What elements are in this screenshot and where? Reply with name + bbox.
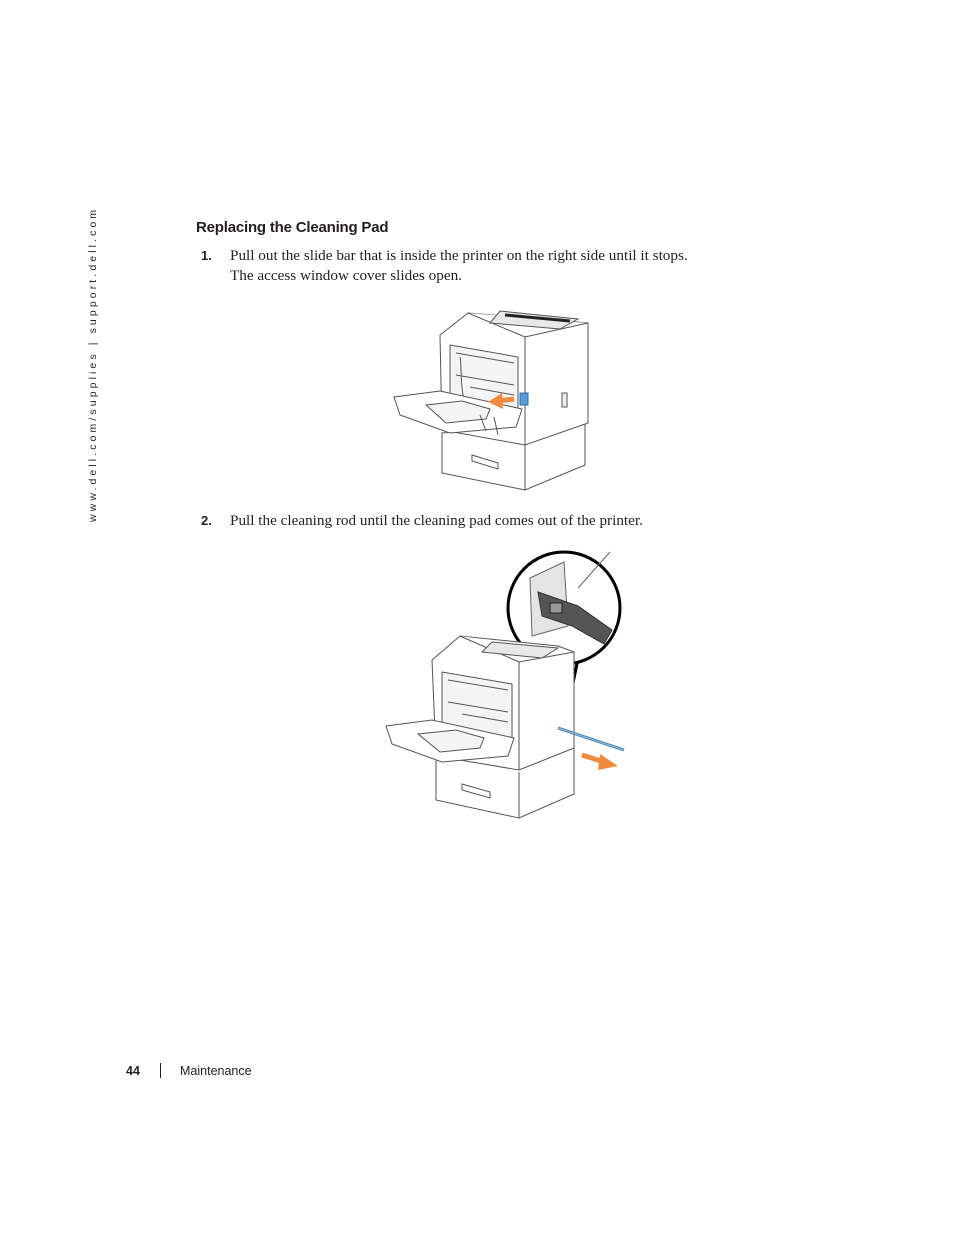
section-heading: Replacing the Cleaning Pad <box>196 219 389 236</box>
side-url-text: www.dell.com/supplies | support.dell.com <box>87 206 99 522</box>
printer-slide-bar-illustration <box>390 305 595 495</box>
page-number: 44 <box>126 1064 140 1078</box>
side-url <box>83 206 103 522</box>
footer-section: Maintenance <box>180 1064 252 1078</box>
step-number: 2. <box>201 513 212 528</box>
step-text-continued: The access window cover slides open. <box>230 267 462 284</box>
step-text: Pull the cleaning rod until the cleaning pad comes out of the printer. <box>230 512 643 529</box>
slide-bar <box>520 393 528 405</box>
footer-divider <box>160 1063 161 1078</box>
step-number: 1. <box>201 248 212 263</box>
cleaning-rod-illustration <box>382 548 632 823</box>
step-text: Pull out the slide bar that is inside the printer on the right side until it stops. <box>230 247 688 264</box>
pull-arrow-icon <box>582 754 618 770</box>
